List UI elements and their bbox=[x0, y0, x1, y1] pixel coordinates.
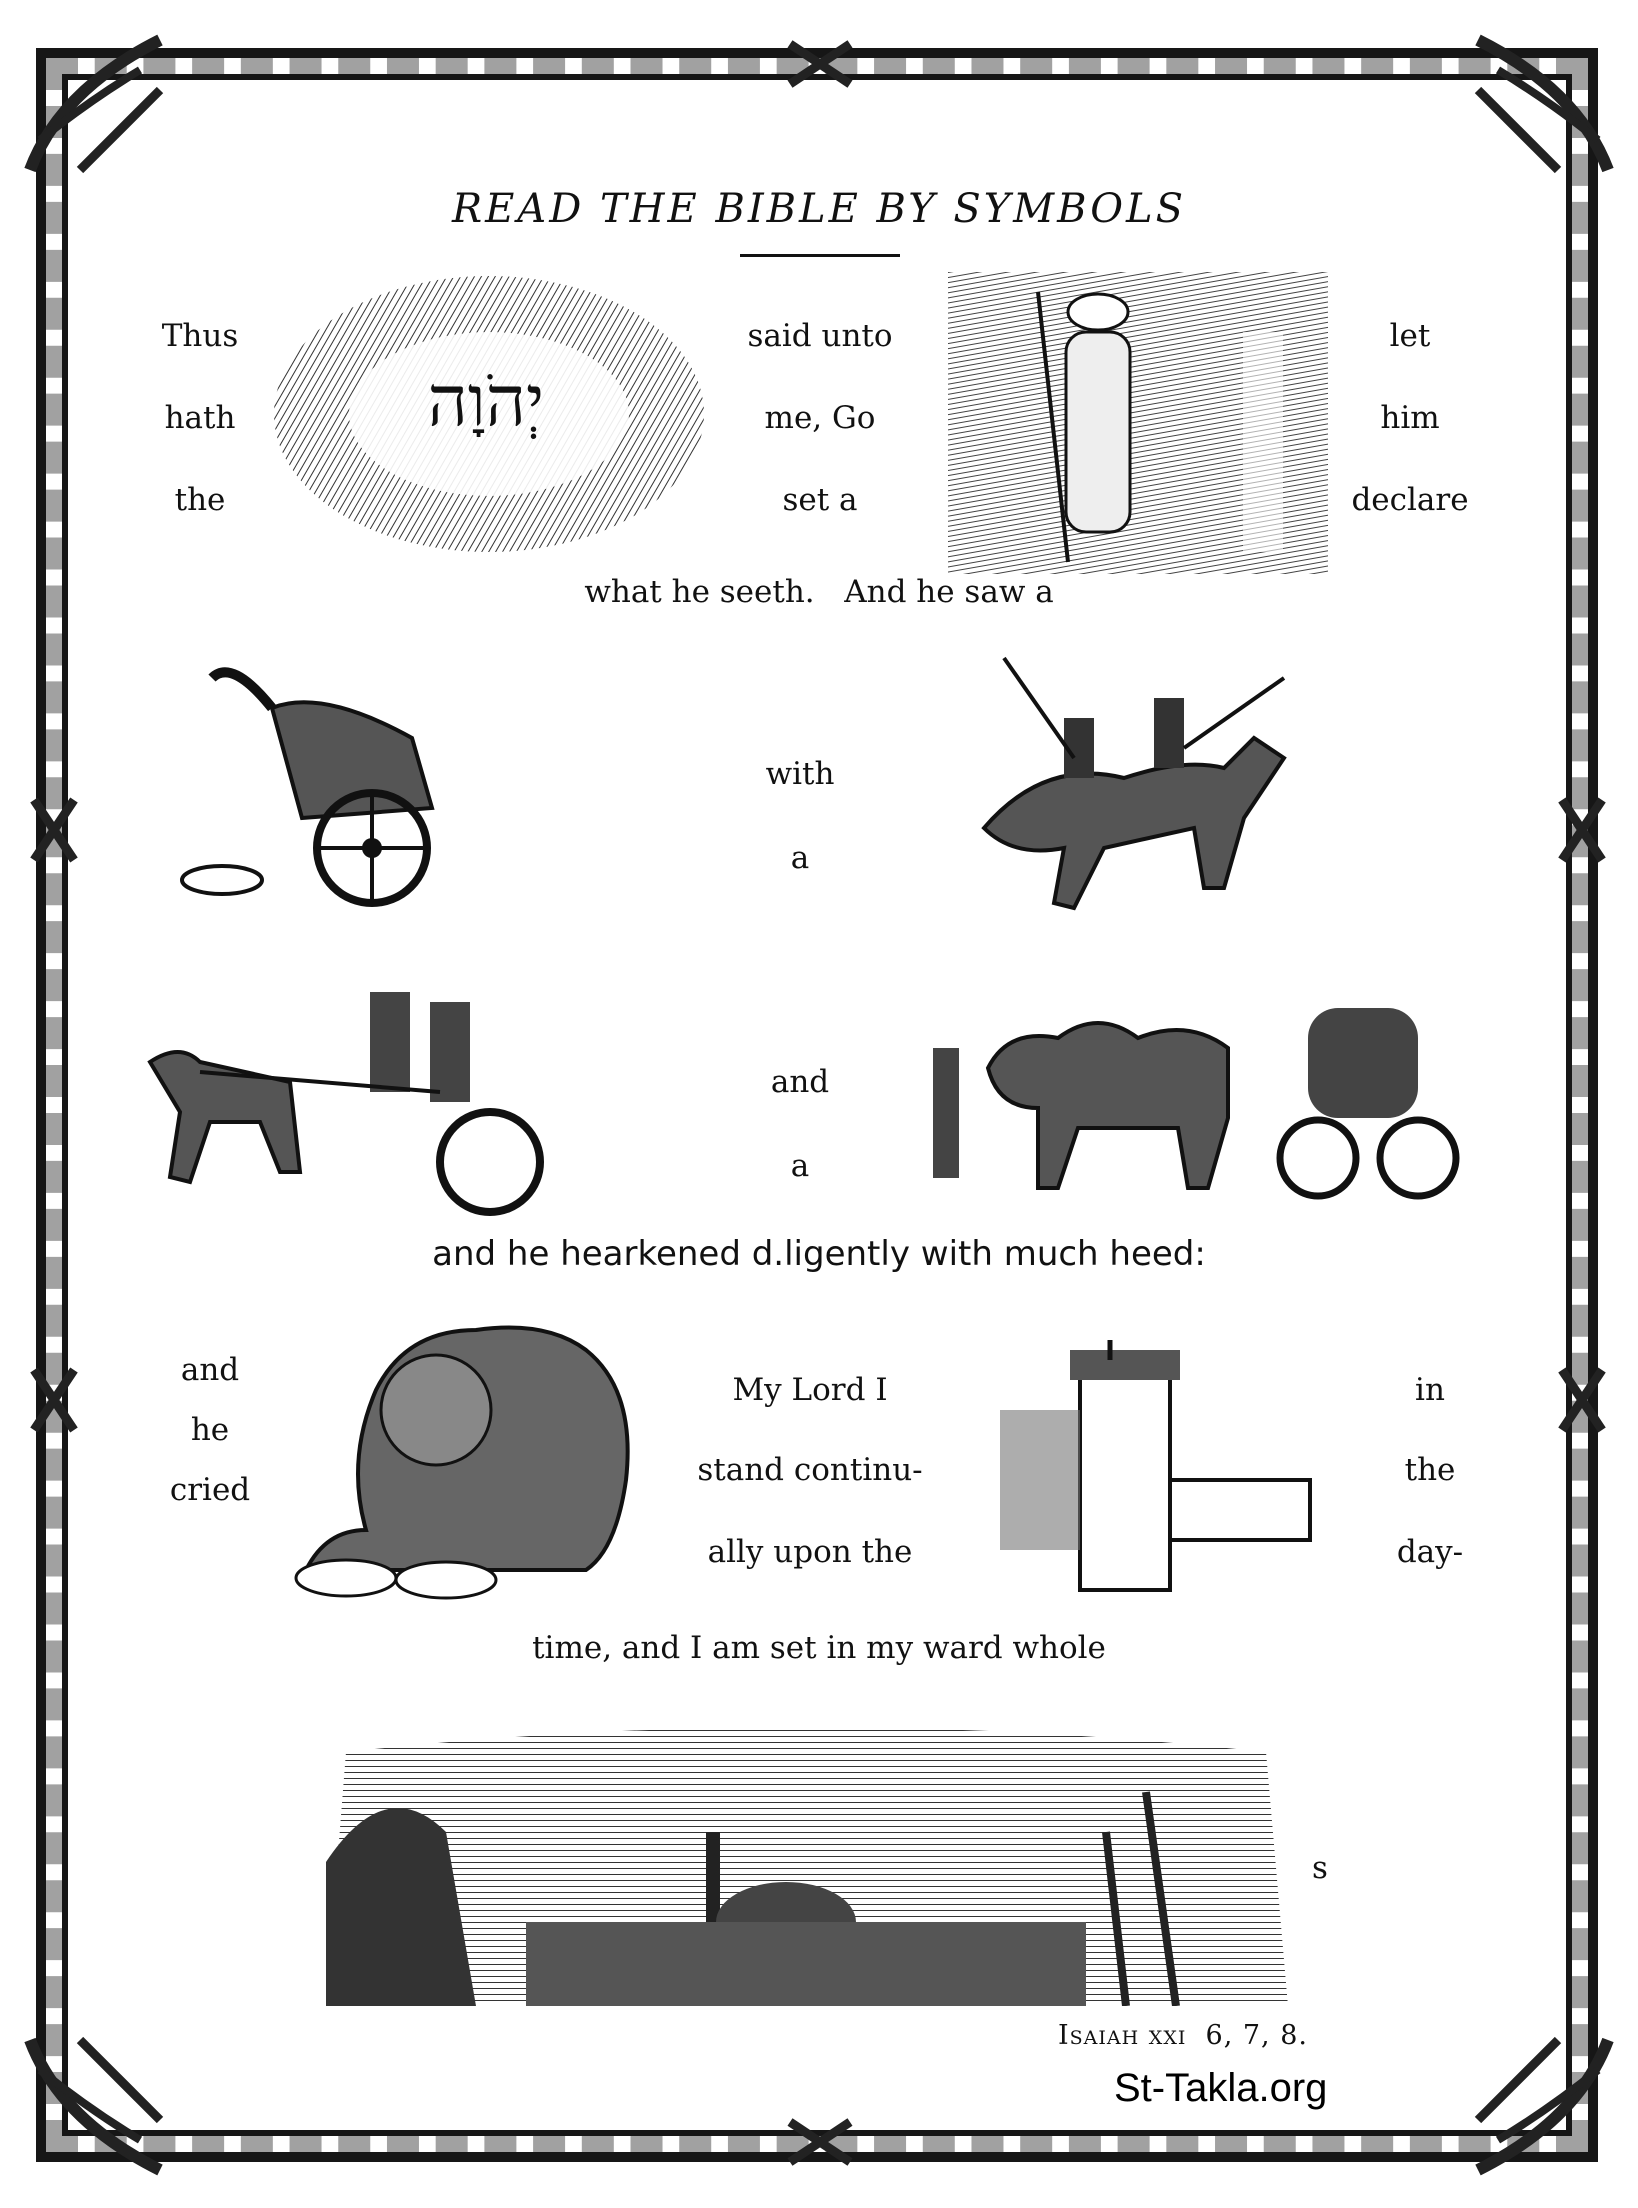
trailing-letter-s: s bbox=[1312, 1850, 1328, 1886]
horsemen-illustration bbox=[924, 648, 1324, 950]
hebrew-divine-name: יְהֹוָה bbox=[427, 360, 545, 442]
title-rule bbox=[740, 254, 900, 257]
word-in: in bbox=[1415, 1372, 1445, 1408]
line-he-hearkened: and he hearkened d.ligently with much heed: bbox=[432, 1234, 1206, 1274]
word-me-go: me, Go bbox=[764, 400, 876, 436]
lion-illustration bbox=[286, 1310, 650, 1602]
word-said-unto: said unto bbox=[747, 318, 893, 354]
corner-branch-ornament-bottom-right bbox=[1468, 2030, 1618, 2180]
corner-branch-ornament-top-right bbox=[1468, 30, 1618, 180]
chariot-illustration bbox=[172, 648, 592, 940]
word-set-a: set a bbox=[782, 482, 858, 518]
corner-branch-ornament-bottom-left bbox=[20, 2030, 170, 2180]
cross-knot-ornament-top bbox=[780, 34, 860, 94]
line-time-and-i-am-set: time, and I am set in my ward whole bbox=[532, 1630, 1106, 1666]
cross-knot-ornament-right-upper bbox=[1552, 790, 1612, 870]
watchtower-illustration bbox=[1000, 1330, 1320, 1602]
word-declare: declare bbox=[1351, 482, 1469, 518]
word-thus: Thus bbox=[161, 318, 239, 354]
word-with: with bbox=[765, 756, 835, 792]
cross-knot-ornament-left-upper bbox=[24, 790, 84, 870]
line-what-he-seeth: what he seeth. And he saw a bbox=[584, 574, 1054, 610]
corner-branch-ornament-top-left bbox=[20, 30, 170, 180]
cross-knot-ornament-left-lower bbox=[24, 1360, 84, 1440]
word-the-2: the bbox=[1404, 1452, 1456, 1488]
citation-chapter: xxi bbox=[1148, 2020, 1187, 2051]
word-let: let bbox=[1389, 318, 1431, 354]
watchman-illustration bbox=[948, 272, 1328, 574]
word-and-1: and bbox=[770, 1064, 830, 1100]
word-a-1: a bbox=[790, 840, 810, 876]
word-the: the bbox=[174, 482, 226, 518]
citation-verses: 6, 7, 8. bbox=[1205, 2020, 1308, 2051]
word-him: him bbox=[1380, 400, 1440, 436]
word-ally-upon-the: ally upon the bbox=[707, 1534, 913, 1570]
ass-chariot-illustration bbox=[140, 972, 620, 1222]
word-my-lord-i: My Lord I bbox=[732, 1372, 888, 1408]
word-and-2: and bbox=[180, 1352, 240, 1388]
watermark: St-Takla.org bbox=[1114, 2066, 1328, 2110]
word-he: he bbox=[190, 1412, 230, 1448]
word-day: day- bbox=[1396, 1534, 1464, 1570]
scripture-citation bbox=[1058, 2020, 1308, 2051]
cross-knot-ornament-right-lower bbox=[1552, 1360, 1612, 1440]
page-title: READ THE BIBLE BY SYMBOLS bbox=[451, 186, 1186, 232]
night-city-illustration bbox=[326, 1712, 1288, 2006]
citation-book: Isaiah bbox=[1058, 2020, 1140, 2051]
word-hath: hath bbox=[164, 400, 236, 436]
word-stand-continu: stand continu- bbox=[697, 1452, 923, 1488]
camel-carriage-illustration bbox=[928, 978, 1484, 1212]
cross-knot-ornament-bottom bbox=[780, 2112, 860, 2172]
word-cried: cried bbox=[169, 1472, 251, 1508]
word-a-2: a bbox=[790, 1148, 810, 1184]
